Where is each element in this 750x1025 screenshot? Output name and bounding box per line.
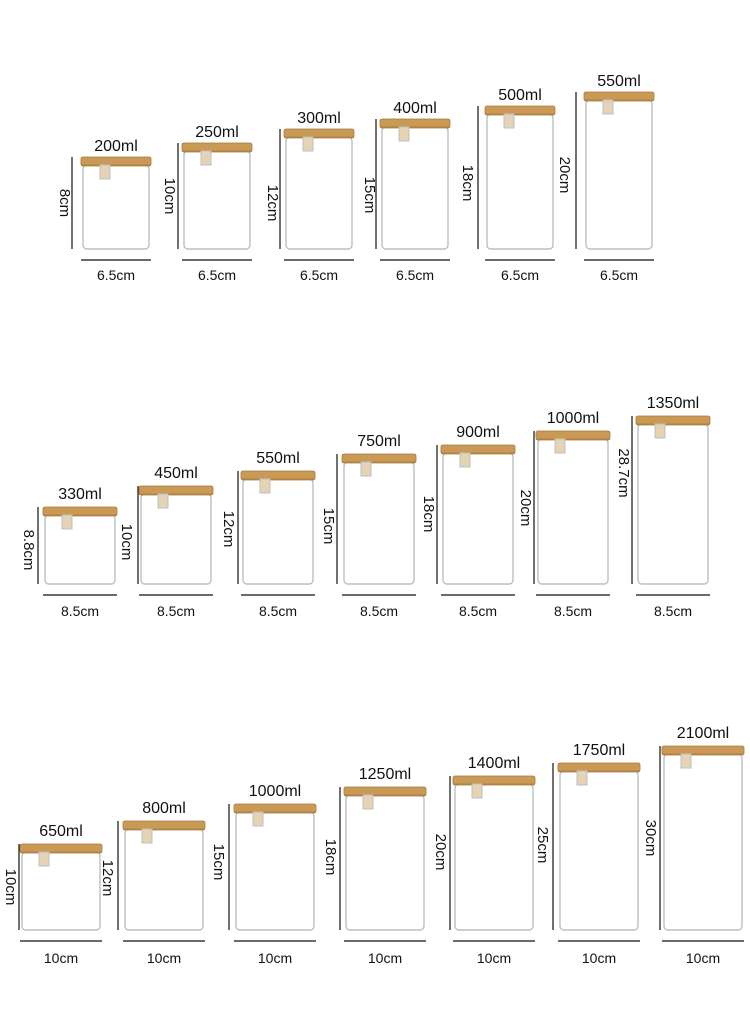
jar-400ml	[361, 100, 450, 283]
jar-capacity: 1000ml	[248, 783, 302, 800]
jar-height-label: 25cm	[534, 826, 551, 864]
jar-1000ml	[210, 783, 316, 966]
jar-height-label: 20cm	[432, 833, 449, 871]
jar-height-label: 28.7cm	[615, 448, 632, 498]
jar-capacity: 330ml	[58, 486, 102, 503]
jar-height-label: 12cm	[264, 184, 281, 222]
jar-1750ml	[534, 742, 640, 966]
jar-capacity: 750ml	[357, 433, 401, 450]
jar-width-label: 10cm	[257, 950, 293, 966]
jar-capacity: 800ml	[142, 800, 186, 817]
row-10cm	[2, 725, 744, 966]
jar-width-label: 8.5cm	[458, 603, 498, 619]
jar-width-label: 8.5cm	[653, 603, 693, 619]
jar-height-label: 10cm	[161, 177, 178, 215]
jar-capacity: 250ml	[195, 124, 239, 141]
jar-550ml	[220, 450, 315, 619]
jar-200ml	[56, 138, 151, 283]
jar-650ml	[2, 823, 102, 966]
jar-capacity: 400ml	[393, 100, 437, 117]
jar-capacity: 1350ml	[646, 395, 700, 412]
jar-width-label: 10cm	[476, 950, 512, 966]
jar-capacity: 1250ml	[358, 766, 412, 783]
row-8.5cm	[20, 395, 710, 619]
jar-width-label: 8.5cm	[359, 603, 399, 619]
jar-capacity: 900ml	[456, 424, 500, 441]
jar-1350ml	[615, 395, 710, 619]
jar-800ml	[99, 800, 205, 966]
jar-width-label: 8.5cm	[60, 603, 100, 619]
jar-height-label: 18cm	[322, 838, 339, 876]
jar-width-label: 6.5cm	[500, 267, 540, 283]
jar-capacity: 1750ml	[572, 742, 626, 759]
jar-height-label: 18cm	[420, 495, 437, 533]
jar-height-label: 10cm	[2, 868, 19, 906]
jar-1400ml	[432, 755, 535, 966]
jar-550ml	[556, 73, 654, 283]
jar-450ml	[118, 465, 213, 619]
jar-height-label: 20cm	[556, 156, 573, 194]
jar-1000ml	[517, 410, 610, 619]
jar-capacity: 200ml	[94, 138, 138, 155]
jar-height-label: 8cm	[56, 188, 73, 218]
jar-capacity: 300ml	[297, 110, 341, 127]
jar-width-label: 6.5cm	[395, 267, 435, 283]
jar-height-label: 15cm	[210, 843, 227, 881]
jar-capacity: 1000ml	[546, 410, 600, 427]
jar-capacity: 550ml	[597, 73, 641, 90]
jar-height-label: 15cm	[320, 507, 337, 545]
jar-330ml	[20, 486, 117, 619]
jar-300ml	[264, 110, 354, 283]
jar-width-label: 8.5cm	[553, 603, 593, 619]
jar-900ml	[420, 424, 515, 619]
jar-500ml	[459, 87, 555, 283]
jar-1250ml	[322, 766, 426, 966]
jar-height-label: 15cm	[361, 176, 378, 214]
jar-capacity: 1400ml	[467, 755, 521, 772]
jar-height-label: 20cm	[517, 489, 534, 527]
jar-height-label: 30cm	[642, 819, 659, 857]
jar-capacity: 650ml	[39, 823, 83, 840]
jar-height-label: 10cm	[118, 523, 135, 561]
jar-width-label: 10cm	[43, 950, 79, 966]
jar-width-label: 10cm	[581, 950, 617, 966]
jar-width-label: 8.5cm	[258, 603, 298, 619]
jar-capacity: 500ml	[498, 87, 542, 104]
jar-capacity: 2100ml	[676, 725, 730, 742]
jar-width-label: 6.5cm	[96, 267, 136, 283]
jar-capacity: 450ml	[154, 465, 198, 482]
jar-height-label: 18cm	[459, 164, 476, 202]
jar-width-label: 6.5cm	[197, 267, 237, 283]
jar-width-label: 10cm	[146, 950, 182, 966]
jar-750ml	[320, 433, 416, 619]
row-6.5cm	[56, 73, 654, 283]
jar-height-label: 12cm	[220, 510, 237, 548]
jar-2100ml	[642, 725, 744, 966]
jar-width-label: 6.5cm	[599, 267, 639, 283]
jar-height-label: 12cm	[99, 859, 116, 897]
jar-width-label: 10cm	[367, 950, 403, 966]
jar-capacity: 550ml	[256, 450, 300, 467]
jar-width-label: 8.5cm	[156, 603, 196, 619]
jar-250ml	[161, 124, 252, 283]
jar-height-label: 8.8cm	[20, 529, 37, 571]
jar-width-label: 10cm	[685, 950, 721, 966]
jar-width-label: 6.5cm	[299, 267, 339, 283]
